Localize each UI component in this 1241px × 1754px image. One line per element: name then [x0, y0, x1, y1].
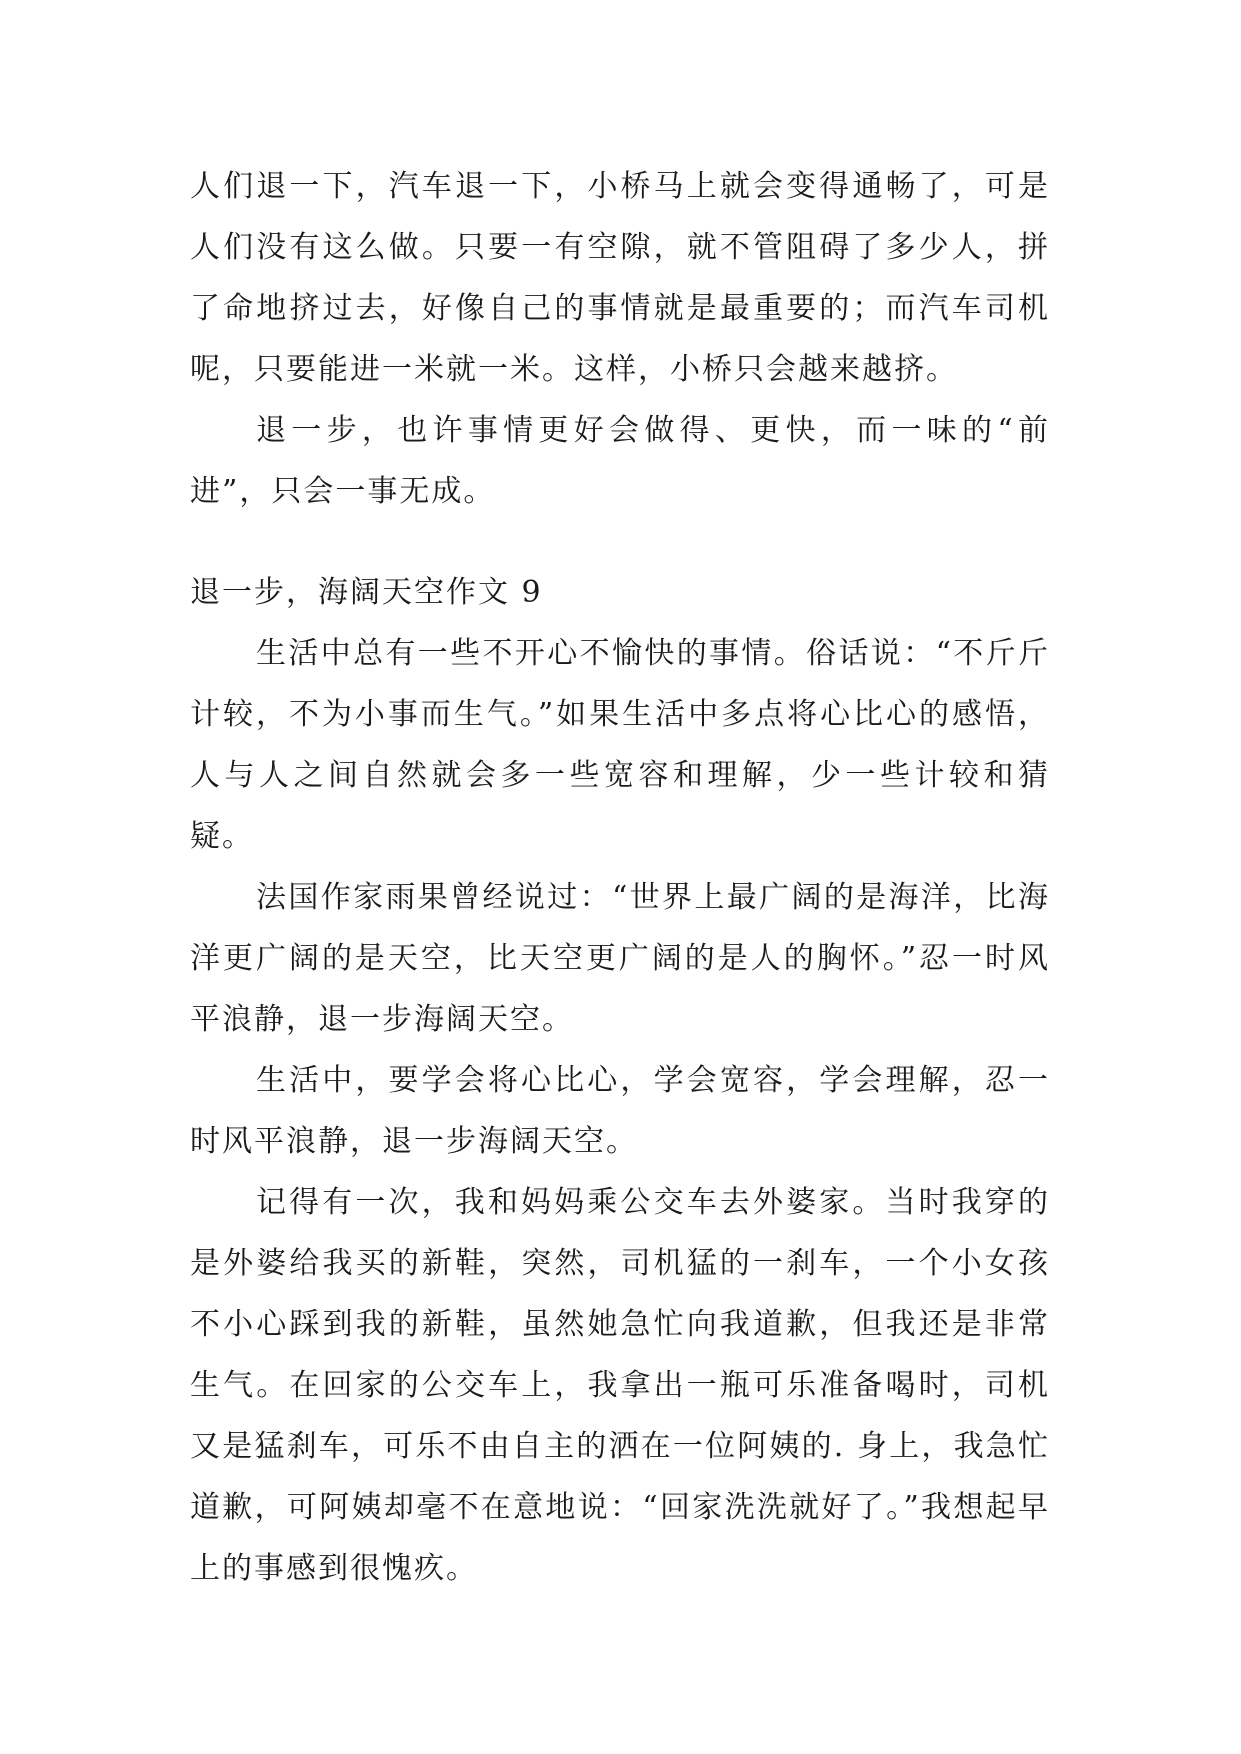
paragraph: 生活中，要学会将心比心，学会宽容，学会理解，忍一时风平浪静，退一步海阔天空。	[190, 1063, 1050, 1159]
section-title: 退一步，海阔天空作文 9	[190, 575, 543, 610]
essay-section	[190, 562, 1050, 1599]
paragraph-retreat-conclusion: 退一步，也许事情更好会做得、更快，而一味的“前进”，只会一事无成。	[190, 413, 1050, 509]
top-text-block	[190, 156, 1050, 522]
paragraph: 法国作家雨果曾经说过：“世界上最广阔的是海洋，比海洋更广阔的是天空，比天空更广阔的是人的胸怀。”忍一时风平浪静，退一步海阔天空。	[190, 880, 1050, 1037]
paragraph: 生活中总有一些不开心不愉快的事情。俗话说：“不斤斤计较，不为小事而生气。”如果生活中多点将心比心的感悟，人与人之间自然就会多一些宽容和理解，少一些计较和猜疑。	[190, 636, 1050, 854]
paragraph: 记得有一次，我和妈妈乘公交车去外婆家。当时我穿的是外婆给我买的新鞋，突然，司机猛的一刹车，一个小女孩不小心踩到我的新鞋，虽然她急忙向我道歉，但我还是非常生气。在回家的公交车上，我拿出一瓶可乐准备喝时，司机又是猛刹车，可乐不由自主的洒在一位阿姨的. 身上，我急忙道歉，可阿姨却毫不在意地说：“回家洗洗就好了。”我想起早上的事感到很愧疚。	[190, 1185, 1050, 1586]
paragraph-continued: 人们退一下，汽车退一下，小桥马上就会变得通畅了，可是人们没有这么做。只要一有空隙，就不管阻碍了多少人，拼了命地挤过去，好像自己的事情就是最重要的；而汽车司机呢，只要能进一米就一米。这样，小桥只会越来越挤。	[190, 169, 1050, 387]
